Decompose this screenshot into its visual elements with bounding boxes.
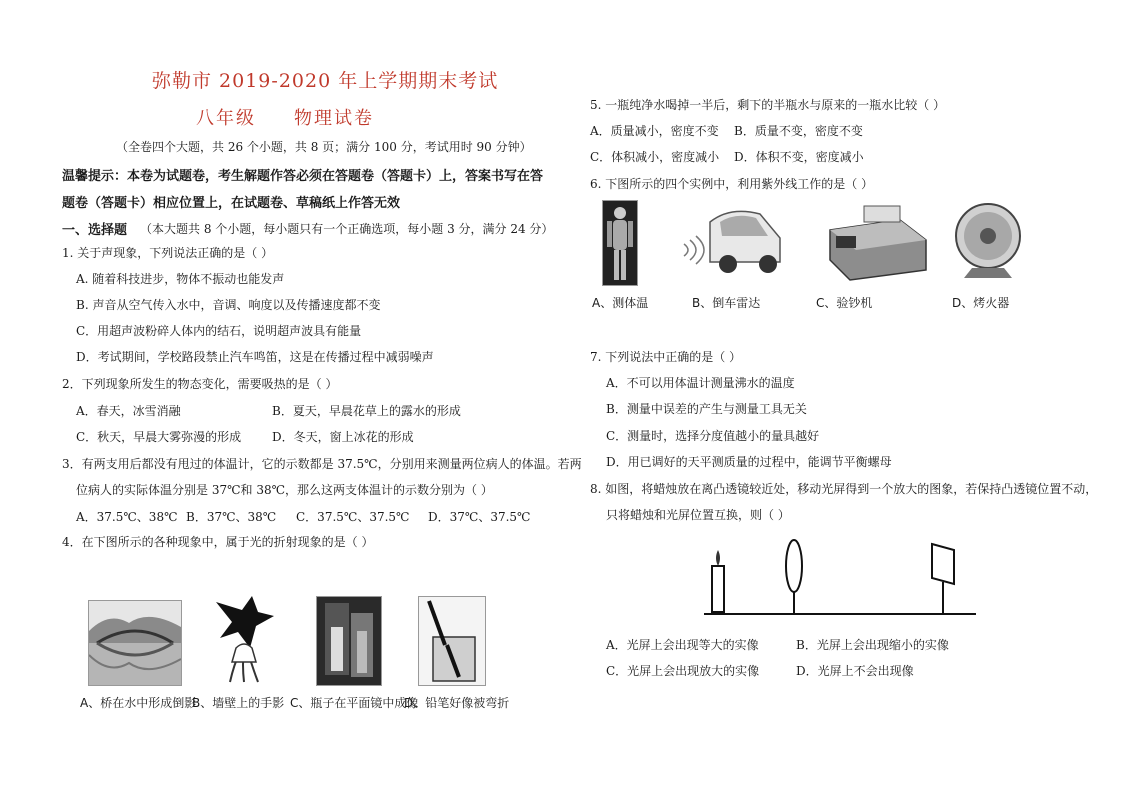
- heater-image: [952, 198, 1024, 284]
- thermal-body-image: [602, 200, 638, 286]
- q8-stem-line-2: 只将蜡烛和光屏位置互换，则（ ）: [606, 508, 790, 522]
- q3-option-b: B．37℃、38℃: [186, 510, 277, 524]
- notice-line-1: 温馨提示：本卷为试题卷，考生解题作答必须在答题卷（答题卡）上，答案书写在答: [62, 169, 544, 184]
- q5-option-b: B．质量不变，密度不变: [734, 124, 863, 138]
- q8-option-c: C．光屏上会出现放大的实像: [606, 664, 760, 678]
- q3-stem-line-2: 位病人的实际体温分别是 37℃和 38℃，那么这两支体温计的示数分别为（ ）: [76, 483, 493, 497]
- q1-option-c: C．用超声波粉碎人体内的结石，说明超声波具有能量: [76, 324, 362, 338]
- notice-line-2: 题卷（答题卡）相应位置上，在试题卷、草稿纸上作答无效: [62, 196, 401, 211]
- exam-title: 弥勒市 2019-2020 年上学期期末考试: [152, 70, 499, 92]
- q7-option-a: A．不可以用体温计测量沸水的温度: [606, 376, 795, 390]
- q8-option-b: B．光屏上会出现缩小的实像: [796, 638, 949, 652]
- q2-stem: 2．下列现象所发生的物态变化，需要吸热的是（ ）: [62, 377, 338, 391]
- q1-stem: 1. 关于声现象，下列说法正确的是（ ）: [62, 246, 274, 260]
- q2-option-b: B．夏天，早晨花草上的露水的形成: [272, 404, 461, 418]
- q7-option-c: C．测量时，选择分度值越小的量具越好: [606, 429, 820, 443]
- q1-option-b: B. 声音从空气传入水中，音调、响度以及传播速度都不变: [76, 298, 381, 312]
- q3-option-c: C．37.5℃、37.5℃: [296, 510, 410, 524]
- q6-caption-a: A、测体温: [592, 296, 649, 310]
- section-desc: （本大题共 8 个小题，每小题只有一个正确选项，每小题 3 分，满分 24 分）: [140, 222, 554, 236]
- q7-option-b: B．测量中误差的产生与测量工具无关: [606, 402, 807, 416]
- q1-option-a: A. 随着科技进步，物体不振动也能发声: [76, 272, 285, 286]
- hand-shadow-image: [212, 592, 276, 684]
- q5-option-d: D．体积不变，密度减小: [734, 150, 864, 164]
- q5-option-a: A．质量减小，密度不变: [590, 124, 719, 138]
- screen-icon: [932, 544, 954, 614]
- bent-pencil-image: [418, 596, 486, 686]
- subtitle-grade: 八年级: [196, 108, 256, 129]
- q4-caption-d: D、铅笔好像被弯折: [404, 696, 510, 710]
- q8-option-d: D．光屏上不会出现像: [796, 664, 914, 678]
- q4-stem: 4．在下图所示的各种现象中，属于光的折射现象的是（ ）: [62, 535, 374, 549]
- section-heading: 一、选择题: [62, 223, 128, 238]
- q6-caption-c: C、验钞机: [816, 296, 873, 310]
- q3-stem-line-1: 3．有两支用后都没有甩过的体温计，它的示数都是 37.5℃，分别用来测量两位病人的体温。若两: [62, 457, 582, 471]
- q4-caption-b: B、墙壁上的手影: [192, 696, 285, 710]
- q8-option-a: A．光屏上会出现等大的实像: [606, 638, 759, 652]
- q1-option-d: D．考试期间，学校路段禁止汽车鸣笛，这是在传播过程中减弱噪声: [76, 350, 434, 364]
- q3-option-d: D．37℃、37.5℃: [428, 510, 531, 524]
- exam-info: （全卷四个大题，共 26 个小题，共 8 页；满分 100 分，考试用时 90 分钟）: [116, 140, 532, 154]
- subtitle-subject: 物理试卷: [294, 108, 374, 129]
- q4-caption-c: C、瓶子在平面镜中成像: [290, 696, 419, 710]
- q7-stem: 7. 下列说法中正确的是（ ）: [590, 350, 742, 364]
- convex-lens-icon: [786, 540, 802, 614]
- q6-caption-b: B、倒车雷达: [692, 296, 761, 310]
- candle-icon: [712, 550, 724, 612]
- q3-option-a: A．37.5℃、38℃: [76, 510, 178, 524]
- q4-caption-a: A、桥在水中形成倒影: [80, 696, 197, 710]
- q8-stem-line-1: 8. 如图，将蜡烛放在离凸透镜较近处，移动光屏得到一个放大的图象，若保持凸透镜位置不动，: [590, 482, 1098, 496]
- car-radar-image: [680, 200, 784, 284]
- lens-diagram: [700, 536, 980, 620]
- money-detector-image: [820, 200, 932, 284]
- bottle-mirror-image: [316, 596, 382, 686]
- q7-option-d: D．用已调好的天平测质量的过程中，能调节平衡螺母: [606, 455, 892, 469]
- q5-stem: 5. 一瓶纯净水喝掉一半后，剩下的半瓶水与原来的一瓶水比较（ ）: [590, 98, 946, 112]
- q2-option-d: D．冬天，窗上冰花的形成: [272, 430, 414, 444]
- q2-option-c: C．秋天，早晨大雾弥漫的形成: [76, 430, 242, 444]
- q2-option-a: A．春天，冰雪消融: [76, 404, 181, 418]
- q6-stem: 6. 下图所示的四个实例中，利用紫外线工作的是（ ）: [590, 177, 874, 191]
- q6-caption-d: D、烤火器: [952, 296, 1010, 310]
- q5-option-c: C．体积减小，密度减小: [590, 150, 720, 164]
- bridge-reflection-image: [88, 600, 182, 686]
